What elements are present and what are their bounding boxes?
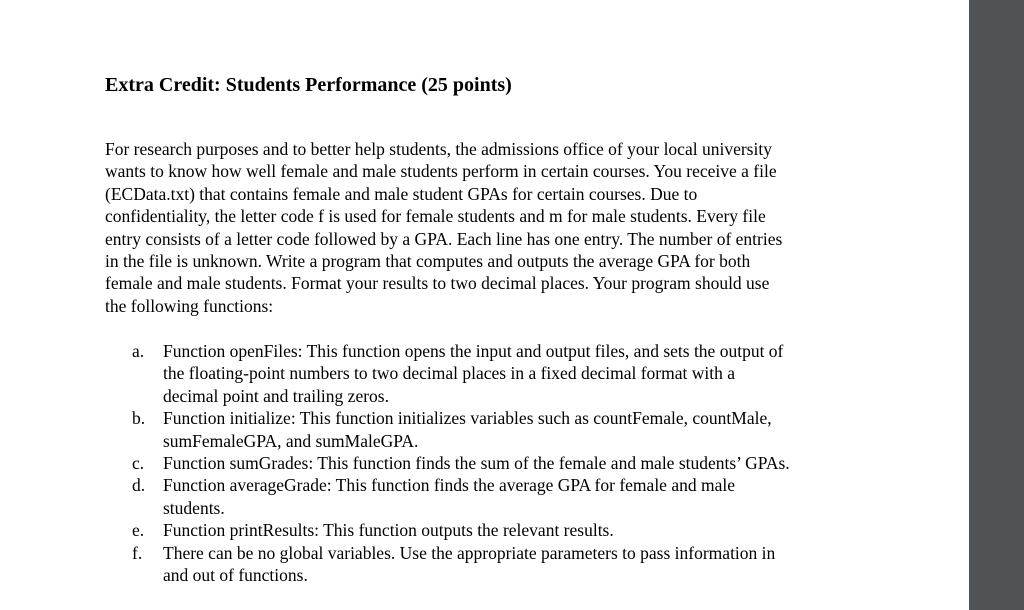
page-title: Extra Credit: Students Performance (25 points) [105,74,512,96]
vertical-scrollbar[interactable] [969,0,1024,610]
list-marker: e. [132,520,145,541]
list-marker: b. [132,408,146,429]
paragraph-line: in the file is unknown. Write a program that computes and outputs the average GPA for both [105,251,751,272]
list-item-line: Function printResults: This function outputs the relevant results. [163,520,614,541]
paragraph-line: (ECData.txt) that contains female and male student GPAs for certain courses. Due to [105,183,698,204]
list-item-line: sumFemaleGPA, and sumMaleGPA. [163,430,419,451]
list-marker: d. [132,475,146,496]
list-item-line: Function openFiles: This function opens the input and output files, and sets the output of [163,341,784,361]
problem-description [105,138,885,317]
list-item-line: Function sumGrades: This function finds the sum of the female and male students’ GPAs. [163,453,790,474]
list-marker: c. [132,453,145,474]
list-item-f [105,542,885,587]
paragraph-line: confidentiality, the letter code f is used for female students and m for male students. Every file [105,206,766,227]
list-item-b [105,407,885,452]
list-item-line: Function averageGrade: This function finds the average GPA for female and male [163,475,735,496]
list-item-e [105,519,885,541]
list-item-c [105,452,885,474]
function-list [105,340,885,586]
list-item-line: decimal point and trailing zeros. [163,385,389,406]
list-marker: a. [132,341,145,361]
list-item-line: the floating-point numbers to two decimal places in a fixed decimal format with a [163,363,735,384]
paragraph-line: the following functions: [105,295,274,316]
paragraph-line: female and male students. Format your results to two decimal places. Your program should use [105,273,770,294]
list-item-d [105,474,885,519]
paragraph-line: entry consists of a letter code followed by a GPA. Each line has one entry. The number of entries [105,228,783,249]
list-marker: f. [132,542,143,563]
list-item-line: students. [163,497,225,518]
list-item-line: Function initialize: This function initializes variables such as countFemale, countMale, [163,408,772,429]
list-item-a [105,340,885,407]
list-item-line: There can be no global variables. Use the appropriate parameters to pass information in [163,542,776,563]
paragraph-line: For research purposes and to better help students, the admissions office of your local university [105,139,772,159]
list-item-line: and out of functions. [163,565,308,586]
paragraph-line: wants to know how well female and male students perform in certain courses. You receive a file [105,161,777,182]
